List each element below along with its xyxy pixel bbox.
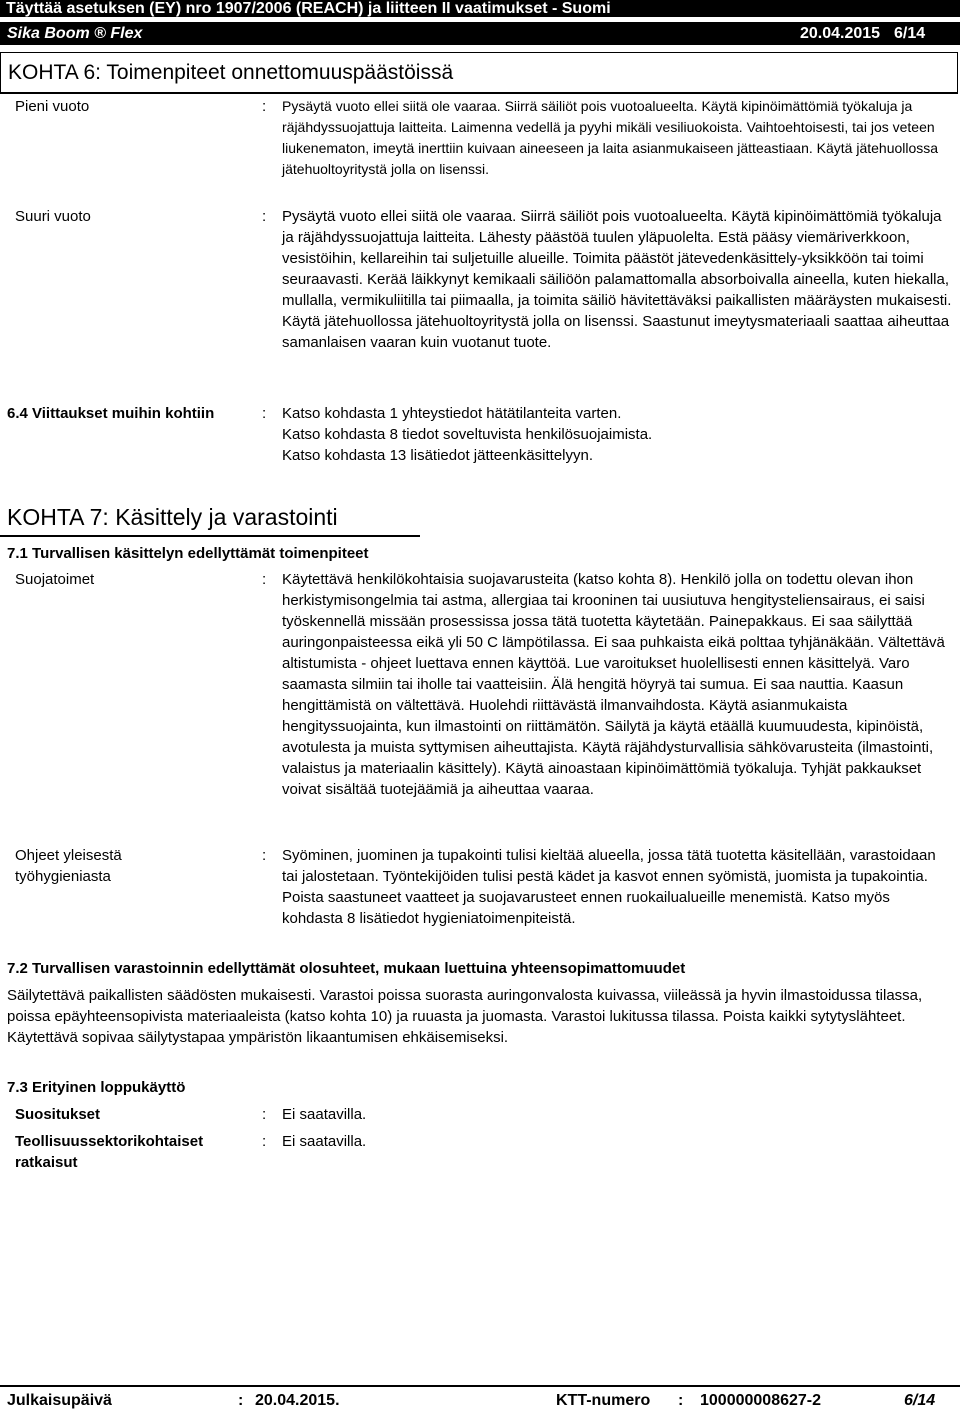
references-label: 6.4 Viittaukset muihin kohtiin <box>7 405 215 422</box>
product-suffix: Flex <box>105 25 143 42</box>
subsection-7-3-title: 7.3 Erityinen loppukäyttö <box>7 1079 186 1096</box>
hygiene-text: Syöminen, juominen ja tupakointi tulisi kieltää alueella, jossa tätä tuotetta käsitellään, varastoidaan tai jalostetaan. Työntekijöiden tulisi pestä kädet ja kasvot ennen syömistä, juomista ja tupakointia. Poista saastuneet vaatteet ja suojavarusteet ennen ruokailualueille menemistä. Katso myös kohdasta 8 lisätiedot hygieniatoimenpiteistä. <box>282 847 936 927</box>
colon: : <box>262 405 267 422</box>
reference-line: Katso kohdasta 13 lisätiedot jätteenkäsittelyyn. <box>282 447 594 464</box>
product-name-text: Sika Boom <box>7 25 90 42</box>
colon: : <box>262 571 267 588</box>
issue-date-label: Julkaisupäivä <box>7 1392 112 1409</box>
storage-conditions-text: Säilytettävä paikallisten säädösten mukaisesti. Varastoi poissa suorasta auringonvalosta kuivassa, viileässä ja hyvin ilmastoidussa tilassa, poissa epäyhteensopivista materiaaleista (katso kohta 10) ja ruuasta ja juomasta. Varastoi lukitussa tilassa. Poista kaikki sytytyslähteet. Käytettävä sopivaa säilytystapaa ympäristön likaantumisen ehkäisemiseksi. <box>7 987 923 1046</box>
reference-line: Katso kohdasta 1 yhteystiedot hätätilanteita varten. <box>282 405 622 422</box>
product-name <box>7 22 142 45</box>
registered-mark: ® <box>94 25 106 42</box>
header-date: 20.04.2015 <box>800 25 881 42</box>
colon: : <box>262 208 267 225</box>
footer-rule <box>0 1385 960 1387</box>
section-7-underline <box>0 535 420 537</box>
hygiene-label: Ohjeet yleisestä työhygieniasta <box>15 847 122 885</box>
colon: : <box>238 1392 244 1409</box>
colon: : <box>262 1106 267 1123</box>
subsection-7-1-title: 7.1 Turvallisen käsittelyn edellyttämät toimenpiteet <box>7 545 369 562</box>
industrial-solutions-label: Teollisuussektorikohtaiset ratkaisut <box>15 1133 204 1171</box>
section-7-title: KOHTA 7: Käsittely ja varastointi <box>7 504 338 530</box>
small-spill-text: Pysäytä vuoto ellei siitä ole vaaraa. Siirrä säiliöt pois vuotoalueelta. Käytä kipinöimättömiä työkaluja ja räjähdyssuojattuja laitteita. Laimenna vedellä ja pyyhi mikäli vesiliuokoista. Vaihtoehtoisesti, tai jos veteen liukenematon, imeytä inerttiin kuivaan aineeseen ja laita asianmukaiseen jätteastiaan. Käytä jätehuollossa jätehuoltoyritystä jolla on lisenssi. <box>282 98 939 177</box>
references-list <box>282 403 954 466</box>
ktt-number-label: KTT-numero <box>556 1392 651 1409</box>
reference-line: Katso kohdasta 8 tiedot soveltuvista henkilösuojaimista. <box>282 426 653 443</box>
colon: : <box>678 1392 684 1409</box>
industrial-solutions-value: Ei saatavilla. <box>282 1133 367 1150</box>
large-spill-label: Suuri vuoto <box>15 208 91 225</box>
section-6-title: KOHTA 6: Toimenpiteet onnettomuuspäästöissä <box>8 61 454 84</box>
product-header-bar <box>0 22 960 45</box>
ktt-number-value: 100000008627-2 <box>700 1392 822 1409</box>
colon: : <box>262 1133 267 1150</box>
colon: : <box>262 847 267 864</box>
footer-page-number: 6/14 <box>904 1392 936 1409</box>
recommendations-label: Suositukset <box>15 1106 101 1123</box>
protective-measures-text: Käytettävä henkilökohtaisia suojavarusteita (katso kohta 8). Henkilö jolla on todettu olevan ihon herkistymisongelmia tai astma, allergiaa tai krooninen tai uusiutuva hengitysteliensairaus, ei saisi työskennellä missään prosessissa jossa tätä tuotetta käytetään. Painepakkaus. Ei saa säilyttää auringonpaisteessa eikä yli 50 C lämpötilassa. Ei saa puhkaista eikä polttaa tyhjänäkään. Vältettävä altistumista - ohjeet luettava ennen käyttöä. Lue varoitukset huolellisesti ennen käsittelyä. Varo saamasta silmiin tai iholle tai vaatteisiin. Älä hengitä höyryä tai sumua. Ei saa nauttia. Kaasun hengittämistä on vältettävä. Huolehdi riittävästä ilmanvaihdosta. Käytä asianmukaista hengityssuojainta, kun ilmastointi on riittämätön. Säilytä ja käytä etäällä kuumuudesta, kipinöistä, avotulesta ja muista syttymisen aiheuttajista. Käytä räjähdysturvallisia sähkövarusteita (ilmastointi, valaistus ja materiaalin käsittely). Käytä ainoastaan kipinöimättömiä työkaluja. Tyhjät pakkaukset voivat sisältää tuotejäämiä ja aiheuttaa vaaraa. <box>282 571 945 798</box>
document-header-title: Täyttää asetuksen (EY) nro 1907/2006 (REACH) ja liitteen II vaatimukset - Suomi <box>0 0 960 17</box>
small-spill-label: Pieni vuoto <box>15 98 90 115</box>
recommendations-value: Ei saatavilla. <box>282 1106 367 1123</box>
section-6-heading-box <box>0 52 958 94</box>
header-page-number: 6/14 <box>894 25 926 42</box>
subsection-7-2-title: 7.2 Turvallisen varastoinnin edellyttämät olosuhteet, mukaan luettuina yhteensopimattomuudet <box>7 960 686 977</box>
large-spill-text: Pysäytä vuoto ellei siitä ole vaaraa. Siirrä säiliöt pois vuotoalueelta. Käytä kipinöimättömiä työkaluja ja räjähdyssuojattuja laitteita. Lähesty päästöä tuulen yläpuolelta. Estä pääsy viemäriverkkoon, vesistöihin, kellareihin tai suljetuille alueille. Toimita päästöt jätevedenkäsittely-yksikköön tai toimi seuraavasti. Kerää läikkynyt kemikaali säiliöön palamattomalla absorboivalla aineella, kuten hiekalla, mullalla, vermikuliitilla tai piimaalla, ja toimita säiliö hävitettäväksi paikallisten määräysten mukaisesti. Käytä jätehuollossa jätehuoltoyritystä jolla on lisenssi. Saastunut imeytysmateriaali saattaa aiheuttaa samanlaisen vaaran kuin vuotanut tuote. <box>282 208 952 351</box>
colon: : <box>262 98 267 115</box>
issue-date-value: 20.04.2015. <box>255 1392 340 1409</box>
protective-measures-label: Suojatoimet <box>15 571 95 588</box>
